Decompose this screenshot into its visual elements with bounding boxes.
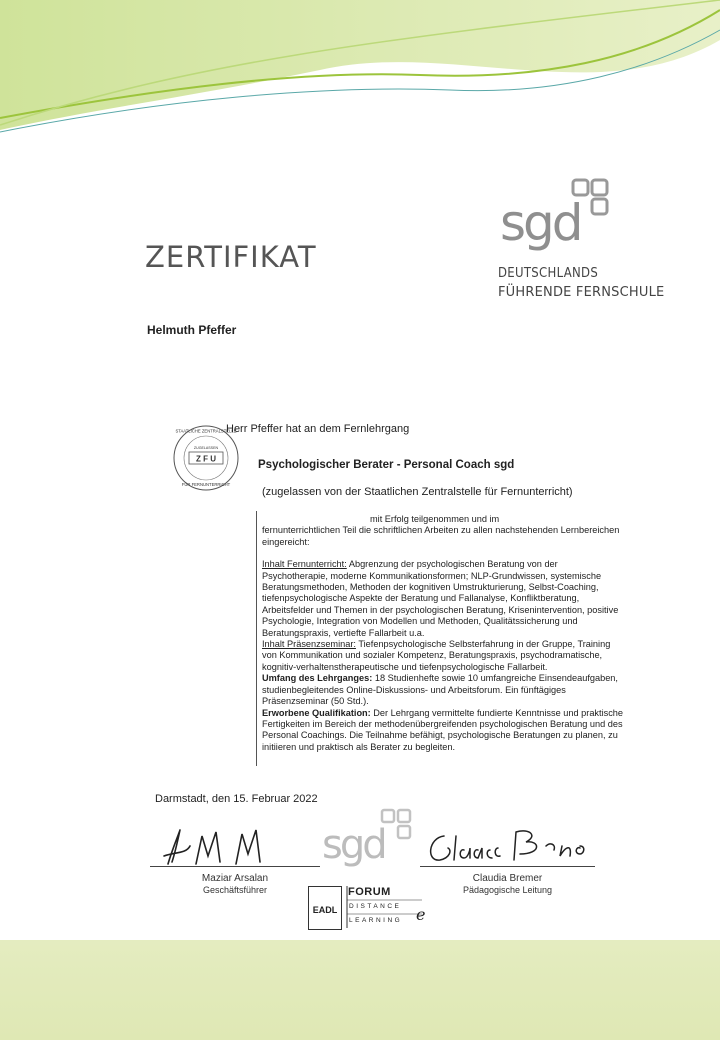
bottom-band (0, 940, 720, 1040)
forum-label: FORUM (348, 886, 391, 898)
umfang-label: Umfang des Lehrganges: (262, 673, 373, 684)
signature-left (150, 826, 320, 866)
recipient-name: Helmuth Pfeffer (147, 323, 237, 337)
top-wave-decoration (0, 0, 720, 160)
distance-label: DISTANCE (349, 903, 402, 910)
logo-wordmark: sgd (500, 194, 581, 252)
approval-note: (zugelassen von der Staatlichen Zentralstelle für Fernunterricht) (262, 486, 573, 498)
quali-paragraph (262, 708, 624, 754)
signatory-left-name: Maziar Arsalan (201, 873, 269, 884)
praesenz-text: Tiefenpsychologische Selbsterfahrung in der Gruppe, Training von Kommunikation und sozialer Kompetenz, Beratungspraxis, psychodramatische, kognitiv-verhaltenstherapeutische und tiefenpsychologische Fallarbeit. (262, 639, 611, 672)
certificate-body (262, 514, 624, 753)
place-date: Darmstadt, den 15. Februar 2022 (155, 793, 318, 805)
completion-line-2: fernunterrichtlichen Teil die schriftlichen Arbeiten zu allen nachstehenden Lernbereichen eingereicht: (262, 525, 620, 547)
seal-text-top: STAATLICHE ZENTRALSTELLE (175, 428, 237, 434)
umfang-paragraph (262, 673, 624, 707)
quali-label: Erworbene Qualifikation: (262, 707, 371, 718)
signature-line-right (420, 866, 595, 867)
logo-tagline-2: FÜHRENDE FERNSCHULE (498, 285, 665, 300)
signatory-right-role: Pädagogische Leitung (462, 885, 553, 895)
learning-label: LEARNING (349, 917, 403, 924)
umfang-text: 18 Studienhefte sowie 10 umfangreiche Einsendeaufgaben, studienbegleitendes Online-Diskussions- und Arbeitsforum. Ein fünftägiges Präsenzseminar (50 Std.). (262, 673, 618, 707)
seal-code: Z F U (196, 454, 216, 464)
logo-tagline-1: DEUTSCHLANDS (498, 266, 599, 281)
signatory-left-role: Geschäftsführer (202, 885, 268, 895)
intro-text: Herr Pfeffer hat an dem Fernlehrgang (226, 423, 410, 435)
signature-line-left (150, 866, 320, 867)
fern-label: Inhalt Fernunterricht: (262, 559, 347, 570)
signature-right (420, 824, 595, 868)
praesenz-paragraph (262, 639, 624, 673)
praesenz-label: Inhalt Präsenzseminar: (262, 639, 356, 650)
stamp-wordmark: sgd (322, 822, 385, 868)
fern-text: Abgrenzung der psychologischen Beratung von der Psychotherapie, moderne Kommunikationsformen; NLP-Grundwissen, systemische Beratungsmethoden, Methoden der kognitiven Umstrukturierung, Selbst-Coaching, tiefenpsychologische Aspekte der Beratung und Fallanalyse, Konfliktberatung, Arbeitsfelder und Themen in der psychologischen Beratung, Krisenintervention, positive Psychologie, Integration von Modellen und Methoden, Qualitätssicherung und Beratungspraxis, vertiefte Fallarbeit u.a. (262, 559, 619, 638)
seal-label-mid: ZUGELASSEN (193, 446, 219, 450)
completion-line-1: mit Erfolg teilgenommen und im (370, 514, 500, 524)
course-title: Psychologischer Berater - Personal Coach sgd (258, 459, 515, 471)
signatory-right-name: Claudia Bremer (472, 873, 543, 884)
svg-text:e: e (416, 905, 426, 924)
seal-text-bottom: FÜR FERNUNTERRICHT (181, 482, 231, 487)
certificate-title: ZERTIFIKAT (145, 240, 317, 274)
quali-text: Der Lehrgang vermittelte fundierte Kenntnisse und praktische Fertigkeiten im Bereich der methodenübergreifenden psychologischen Beratung und des Personal Coachings. Die Teilnahme befähigt, psychologische Beratungen zu planen, zu initiieren und praktisch als Berater zu begleiten. (262, 707, 624, 752)
eadl-label: EADL (312, 905, 338, 915)
fern-paragraph (262, 559, 624, 639)
